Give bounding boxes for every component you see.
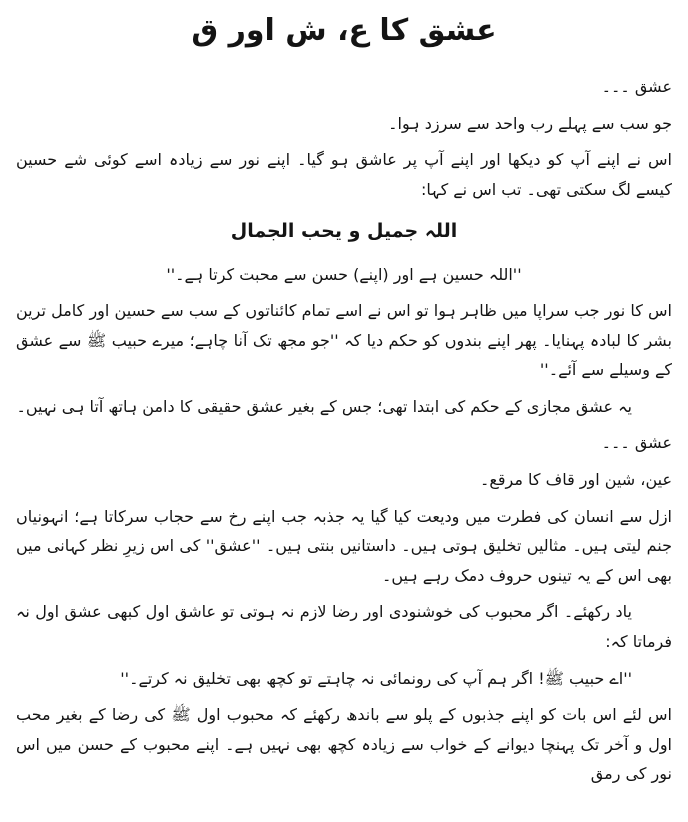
text-block: ازل سے انسان کی فطرت میں ودیعت کیا گیا یہ جذبہ جب اپنے رخ سے حجاب سرکاتا ہے؛ انہونیاں جنم لیتی ہیں۔ مثالیں تخلیق ہوتی ہیں۔ داستانیں بنتی ہیں۔ ''عشق'' کی اس زیرِ نظر کہانی میں بھی اس کے یہ تینوں حروف دمک رہے ہیں۔ xyxy=(16,506,672,585)
page-title: عشق کا ع، ش اور ق xyxy=(191,13,497,48)
text-block: اللہ جمیل و یحب الجمال xyxy=(230,220,458,243)
text-block: اس لئے اس بات کو اپنے جذبوں کے پلو سے باندھ رکھئے کہ محبوب اول ﷺ کی رضا کے بغیر محب اول و آخر تک پہنچا دیوانے کے خواب سے زیادہ کچھ بھی نہیں ہے۔ اپنے محبوب کے حسن میں اس نور کی رمق xyxy=(16,705,672,784)
text-block: اس نے اپنے آپ کو دیکھا اور اپنے آپ پر عاشق ہو گیا۔ اپنے نور سے زیادہ اسے کوئی شے حسین کیسے لگ سکتی تھی۔ تب اس نے کہا: xyxy=(16,150,672,199)
text-block: ''اللہ حسین ہے اور (اپنے) حسن سے محبت کرتا ہے۔'' xyxy=(166,264,522,284)
text-block: ''اے حبیب ﷺ! اگر ہم آپ کی رونمائی نہ چاہتے تو کچھ بھی تخلیق نہ کرتے۔'' xyxy=(120,668,632,688)
page-body xyxy=(16,72,672,789)
text-block: عشق ۔۔۔ xyxy=(601,77,672,96)
text-block: اس کا نور جب سراپا میں ظاہر ہوا تو اس نے اسے تمام کائناتوں کے سب سے حسین اور کامل ترین بشر کا لبادہ پہنایا۔ پھر اپنے بندوں کو حکم دیا کہ ''جو مجھ تک آنا چاہے؛ میرے حبیب ﷺ سے عشق کے وسیلے سے آئے۔'' xyxy=(16,301,672,380)
text-block: عین، شین اور قاف کا مرقع۔ xyxy=(480,470,672,490)
text-block: جو سب سے پہلے رب واحد سے سرزد ہوا۔ xyxy=(388,113,672,133)
text-block: یاد رکھئے۔ اگر محبوب کی خوشنودی اور رضا لازم نہ ہوتی تو عاشق اول کبھی عشق اول نہ فرماتا کہ: xyxy=(16,602,672,652)
text-block: عشق ۔۔۔ xyxy=(601,433,672,453)
text-block: یہ عشق مجازی کے حکم کی ابتدا تھی؛ جس کے بغیر عشق حقیقی کا دامن ہاتھ آتا ہی نہیں۔ xyxy=(16,396,632,416)
